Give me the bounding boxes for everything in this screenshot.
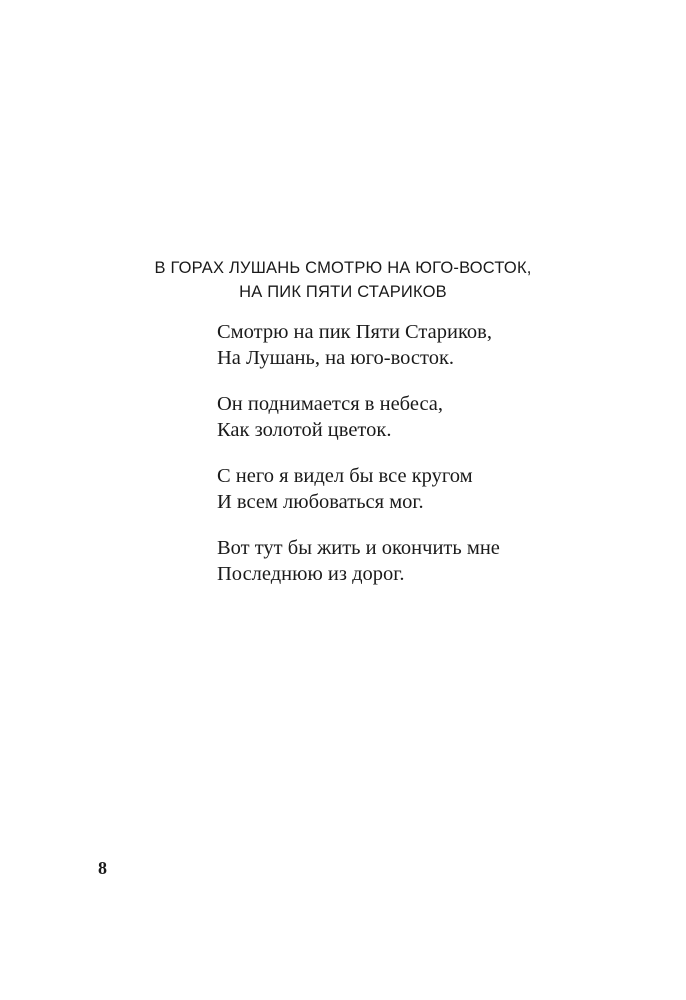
verse-line: Смотрю на пик Пяти Стариков, [217,321,492,343]
poem-title-line-1: В ГОРАХ ЛУШАНЬ СМОТРЮ НА ЮГО-ВОСТОК, [154,259,532,277]
page-number: 8 [98,858,107,878]
stanza-2 [217,391,637,443]
verse-line: Последнюю из дорог. [217,563,405,585]
poem-title [0,256,686,304]
verse-line: Как золотой цветок. [217,419,392,441]
stanza-1 [217,319,637,371]
verse-line: И всем любоваться мог. [217,491,424,513]
poem-title-line-2: НА ПИК ПЯТИ СТАРИКОВ [239,283,447,301]
verse-line: С него я видел бы все кругом [217,465,473,487]
stanza-4 [217,535,637,587]
verse-line: Он поднимается в небеса, [217,393,444,415]
stanza-3 [217,463,637,515]
verse-line: На Лушань, на юго-восток. [217,347,455,369]
poem-body [217,319,637,607]
verse-line: Вот тут бы жить и окончить мне [217,537,500,559]
